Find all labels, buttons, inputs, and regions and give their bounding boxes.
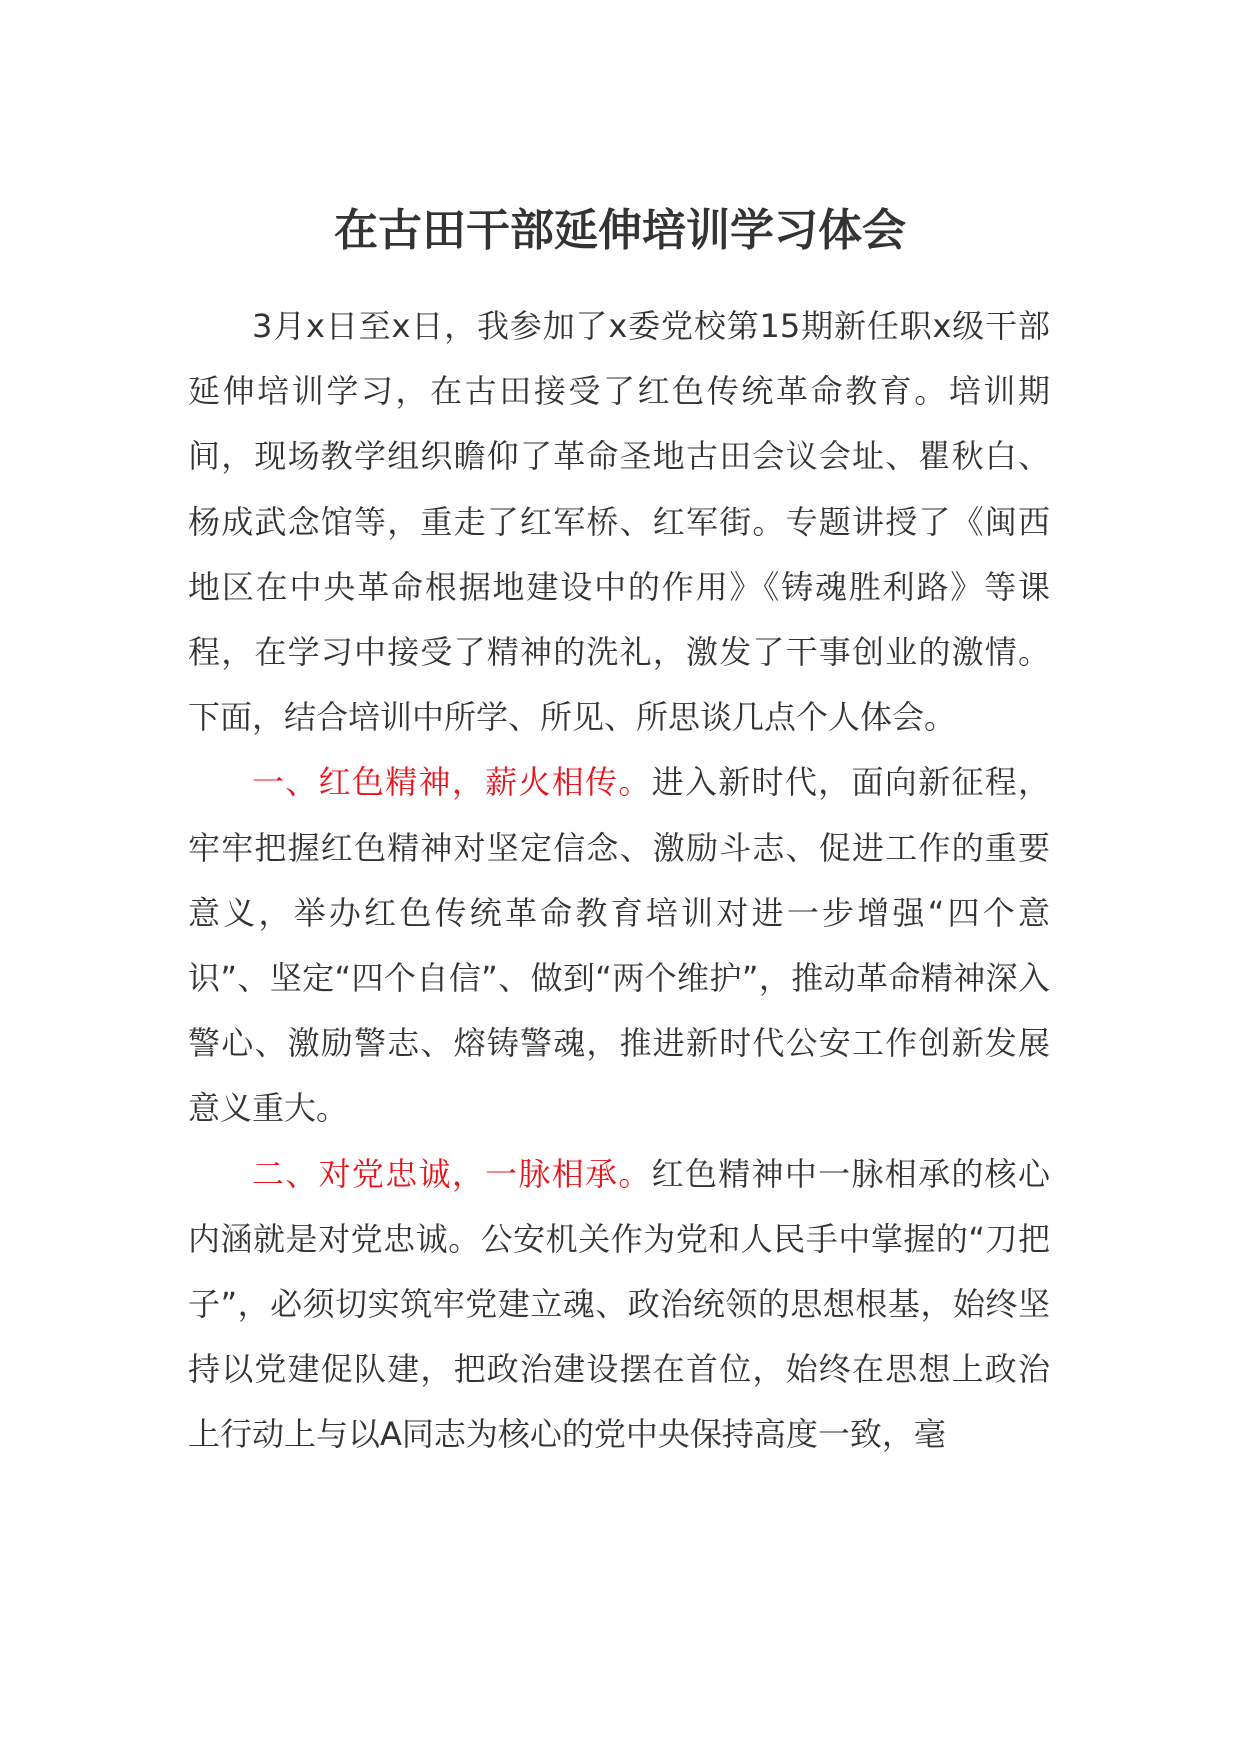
paragraph-intro <box>188 294 1050 750</box>
document-title: 在古田干部延伸培训学习体会 <box>334 205 906 256</box>
section-1-text: 进入新时代，面向新征程，牢牢把握红色精神对坚定信念、激励斗志、促进工作的重要意义，举办红色传统革命教育培训对进一步增强“四个意识”、坚定“四个自信”、做到“两个维护”，推动革命精神深入警心、激励警志、熔铸警魂，推进新时代公安工作创新发展意义重大。 <box>188 763 1050 1128</box>
paragraph-section-1 <box>188 750 1050 1141</box>
paragraph-section-2 <box>188 1142 1050 1468</box>
section-2-text: 红色精神中一脉相承的核心内涵就是对党忠诚。公安机关作为党和人民手中掌握的“刀把子”，必须切实筑牢党建立魂、政治统领的思想根基，始终坚持以党建促队建，把政治建设摆在首位，始终在思想上政治上行动上与以A同志为核心的党中央保持高度一致，毫 <box>188 1154 1050 1454</box>
document-body <box>188 294 1050 1468</box>
paragraph-intro-text: 3月x日至x日，我参加了x委党校第15期新任职x级干部延伸培训学习，在古田接受了红色传统革命教育。培训期间，现场教学组织瞻仰了革命圣地古田会议会址、瞿秋白、杨成武念馆等，重走了红军桥、红军街。专题讲授了《闽西地区在中央革命根据地建设中的作用》《铸魂胜利路》等课程，在学习中接受了精神的洗礼，激发了干事创业的激情。下面，结合培训中所学、所见、所思谈几点个人体会。 <box>188 307 1050 737</box>
section-1-heading: 一、红色精神，薪火相传。 <box>252 763 652 802</box>
section-2-heading: 二、对党忠诚，一脉相承。 <box>252 1154 652 1193</box>
